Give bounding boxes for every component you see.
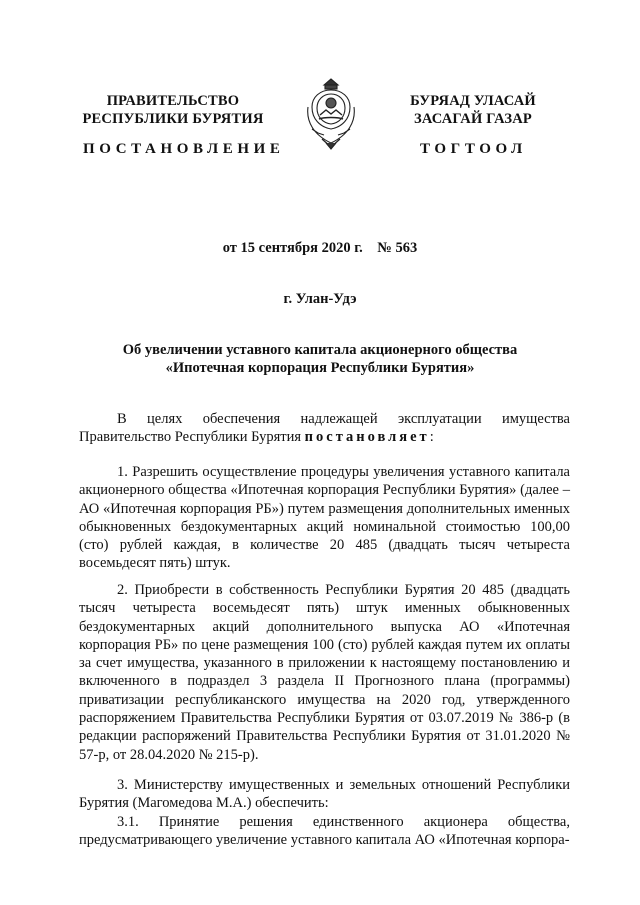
city: г. Улан-Удэ xyxy=(283,291,357,307)
paragraph-2-text: 2. Приобрести в собственность Республики Бурятия 20 485 (двадцать тысяч четыреста восемьдесят пять) штук именных обыкновенных бездокументарных акций дополнительного выпуска АО «Ипотечная корпорация РБ» по цене размещения 100 (сто) рублей каждая путем их оплаты за счет имущества, указанного в приложении к настоящему постановлению и включенного в подраздел 3 раздела II Прогнозного плана (программы) приватизации республиканского имущества на 2020 год, утвержденного распоряжением Правительства Республики Бурятия от 03.07.2019 № 386-р (в редакции распоряжений Правительства Республики Бурятия от 31.01.2020 № 57-р, от 28.04.2020 № 215-р). xyxy=(79,582,570,763)
document-title xyxy=(80,341,560,377)
date-and-number: от 15 сентября 2020 г. № 563 xyxy=(222,240,418,256)
paragraph-3-1-text: 3.1. Принятие решения единственного акционера общества, предусматривающего увеличение уставного капитала АО «Ипотечная корпора- xyxy=(79,813,570,848)
paragraph-1 xyxy=(79,463,570,573)
issuer-buryat xyxy=(368,92,578,128)
intro-tail: : xyxy=(429,429,434,446)
paragraph-2 xyxy=(79,581,570,764)
issuer-buryat-line2: ЗАСАГАЙ ГАЗАР xyxy=(414,111,532,127)
issuer-russian xyxy=(68,92,278,128)
doc-type-buryat: ТОГТООЛ xyxy=(420,141,527,157)
decree-word: постановляет xyxy=(304,429,430,446)
paragraph-3 xyxy=(79,776,570,849)
title-line-2: «Ипотечная корпорация Республики Бурятия» xyxy=(165,360,475,376)
paragraph-1-text: 1. Разрешить осуществление процедуры увеличения уставного капитала акционерного общества «Ипотечная корпорация Республики Бурятия» (далее – АО «Ипотечная корпорация РБ») путем размещения дополнительных именных обыкновенных бездокументарных акций номинальной стоимостью 100,00 (сто) рублей каждая, в количестве 20 485 (двадцать тысяч четыреста восемьдесят пять) штук. xyxy=(79,464,570,572)
issuer-russian-line1: ПРАВИТЕЛЬСТВО xyxy=(106,93,240,109)
doc-type-russian: ПОСТАНОВЛЕНИЕ xyxy=(83,141,285,157)
issuer-russian-line2: РЕСПУБЛИКИ БУРЯТИЯ xyxy=(82,111,264,127)
issuer-buryat-line1: БУРЯАД УЛАСАЙ xyxy=(410,93,536,109)
intro-paragraph xyxy=(79,410,570,447)
intro-text: В целях обеспечения надлежащей эксплуатации имущества Правительство Республики Бурятия xyxy=(79,411,570,446)
title-line-1: Об увеличении уставного капитала акционерного общества xyxy=(122,342,518,358)
paragraph-3-text: 3. Министерству имущественных и земельных отношений Республики Бурятия (Магомедова М.А.) обеспечить: xyxy=(79,777,570,812)
coat-of-arms-icon xyxy=(302,77,360,151)
